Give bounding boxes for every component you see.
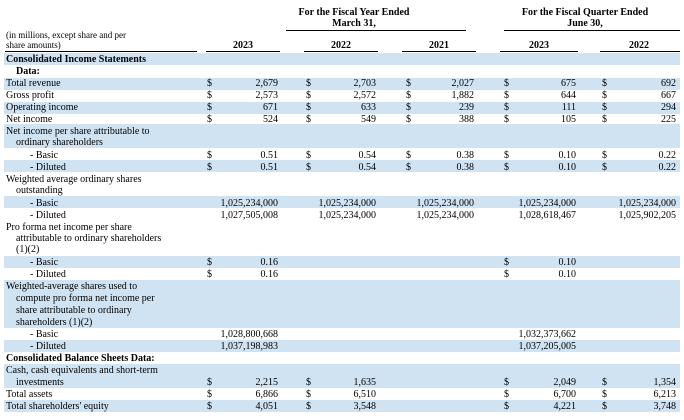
units-rule bbox=[5, 51, 197, 52]
section-heading: Consolidated Income Statements bbox=[6, 54, 146, 65]
currency-sign: $ bbox=[406, 90, 411, 101]
row-label: - Diluted bbox=[30, 210, 66, 221]
row-label: - Basic bbox=[30, 198, 59, 209]
row-label: Pro forma net income per share bbox=[6, 222, 132, 233]
value-cell: 111 bbox=[561, 102, 576, 113]
currency-sign: $ bbox=[306, 114, 311, 125]
value-cell: 6,866 bbox=[255, 389, 278, 400]
currency-sign: $ bbox=[306, 162, 311, 173]
currency-sign: $ bbox=[504, 114, 509, 125]
value-cell: 294 bbox=[661, 102, 676, 113]
year-rule bbox=[402, 51, 476, 52]
currency-sign: $ bbox=[306, 401, 311, 412]
fiscal-quarter-subheader: June 30, bbox=[567, 18, 603, 29]
header-rule bbox=[286, 30, 466, 31]
year-col-2: 2022 bbox=[331, 40, 351, 51]
value-cell: 3,548 bbox=[353, 401, 376, 412]
currency-sign: $ bbox=[207, 257, 212, 268]
value-cell: 1,025,234,000 bbox=[318, 210, 376, 221]
currency-sign: $ bbox=[306, 150, 311, 161]
currency-sign: $ bbox=[504, 269, 509, 280]
currency-sign: $ bbox=[207, 78, 212, 89]
value-cell: 1,027,505,008 bbox=[220, 210, 278, 221]
year-col-4: 2023 bbox=[529, 40, 549, 51]
currency-sign: $ bbox=[207, 102, 212, 113]
row-label: Cash, cash equivalents and short-term bbox=[6, 365, 158, 376]
value-cell: 2,703 bbox=[353, 78, 376, 89]
year-rule bbox=[304, 51, 378, 52]
row-label: shareholders (1)(2) bbox=[16, 317, 93, 328]
value-cell: 549 bbox=[361, 114, 376, 125]
currency-sign: $ bbox=[504, 162, 509, 173]
value-cell: 1,025,234,000 bbox=[518, 198, 576, 209]
row-label: Weighted average ordinary shares bbox=[6, 174, 142, 185]
value-cell: 524 bbox=[263, 114, 278, 125]
value-cell: 0.10 bbox=[558, 257, 576, 268]
currency-sign: $ bbox=[306, 90, 311, 101]
value-cell: 105 bbox=[561, 114, 576, 125]
value-cell: 0.38 bbox=[456, 150, 474, 161]
value-cell: 1,037,198,983 bbox=[220, 341, 278, 352]
value-cell: 0.54 bbox=[358, 150, 376, 161]
value-cell: 667 bbox=[661, 90, 676, 101]
row-label: Total shareholders' equity bbox=[6, 401, 109, 412]
value-cell: 225 bbox=[661, 114, 676, 125]
row-label: attributable to ordinary shareholders bbox=[16, 233, 162, 244]
row-label: Total revenue bbox=[6, 78, 61, 89]
value-cell: 2,027 bbox=[451, 78, 474, 89]
currency-sign: $ bbox=[602, 389, 607, 400]
value-cell: 671 bbox=[263, 102, 278, 113]
value-cell: 6,700 bbox=[553, 389, 576, 400]
row-label: Net income bbox=[6, 114, 53, 125]
currency-sign: $ bbox=[207, 389, 212, 400]
currency-sign: $ bbox=[504, 401, 509, 412]
value-cell: 692 bbox=[661, 78, 676, 89]
header-rule bbox=[504, 30, 680, 31]
value-cell: 0.51 bbox=[260, 150, 278, 161]
fiscal-year-header: For the Fiscal Year Ended bbox=[298, 7, 410, 18]
currency-sign: $ bbox=[602, 114, 607, 125]
section-heading: Consolidated Balance Sheets Data: bbox=[6, 353, 155, 364]
value-cell: 1,025,234,000 bbox=[618, 198, 676, 209]
row-label: (1)(2) bbox=[16, 244, 40, 255]
currency-sign: $ bbox=[602, 401, 607, 412]
currency-sign: $ bbox=[406, 162, 411, 173]
band bbox=[4, 340, 680, 352]
row-label: outstanding bbox=[16, 185, 63, 196]
currency-sign: $ bbox=[504, 150, 509, 161]
row-label: investments bbox=[16, 377, 64, 388]
value-cell: 0.10 bbox=[558, 269, 576, 280]
currency-sign: $ bbox=[602, 102, 607, 113]
value-cell: 4,221 bbox=[553, 401, 576, 412]
currency-sign: $ bbox=[306, 102, 311, 113]
units-note: share amounts) bbox=[6, 40, 61, 50]
row-label: - Basic bbox=[30, 150, 59, 161]
fiscal-year-subheader: March 31, bbox=[332, 18, 376, 29]
units-note: (in millions, except share and per bbox=[6, 30, 126, 40]
value-cell: 1,025,234,000 bbox=[318, 198, 376, 209]
value-cell: 2,679 bbox=[255, 78, 278, 89]
value-cell: 0.51 bbox=[260, 162, 278, 173]
value-cell: 2,215 bbox=[255, 377, 278, 388]
year-col-5: 2022 bbox=[629, 40, 649, 51]
value-cell: 1,025,234,000 bbox=[416, 210, 474, 221]
row-label: Net income per share attributable to bbox=[6, 126, 150, 137]
currency-sign: $ bbox=[602, 78, 607, 89]
row-label: - Diluted bbox=[30, 269, 66, 280]
currency-sign: $ bbox=[207, 269, 212, 280]
value-cell: 1,882 bbox=[451, 90, 474, 101]
currency-sign: $ bbox=[504, 257, 509, 268]
value-cell: 1,028,618,467 bbox=[518, 210, 576, 221]
currency-sign: $ bbox=[406, 114, 411, 125]
row-label: Total assets bbox=[6, 389, 53, 400]
value-cell: 633 bbox=[361, 102, 376, 113]
row-label: - Basic bbox=[30, 257, 59, 268]
value-cell: 0.22 bbox=[658, 150, 676, 161]
value-cell: 0.10 bbox=[558, 162, 576, 173]
value-cell: 2,572 bbox=[353, 90, 376, 101]
currency-sign: $ bbox=[504, 377, 509, 388]
value-cell: 388 bbox=[459, 114, 474, 125]
currency-sign: $ bbox=[207, 162, 212, 173]
currency-sign: $ bbox=[306, 389, 311, 400]
value-cell: 1,354 bbox=[653, 377, 676, 388]
value-cell: 0.16 bbox=[260, 269, 278, 280]
value-cell: 4,051 bbox=[255, 401, 278, 412]
value-cell: 0.22 bbox=[658, 162, 676, 173]
value-cell: 1,028,800,668 bbox=[220, 329, 278, 340]
value-cell: 2,049 bbox=[553, 377, 576, 388]
value-cell: 1,025,902,205 bbox=[618, 210, 676, 221]
year-rule bbox=[600, 51, 680, 52]
value-cell: 6,510 bbox=[353, 389, 376, 400]
currency-sign: $ bbox=[406, 78, 411, 89]
row-label: share attributable to ordinary bbox=[16, 305, 132, 316]
row-label: - Diluted bbox=[30, 341, 66, 352]
currency-sign: $ bbox=[406, 102, 411, 113]
currency-sign: $ bbox=[207, 90, 212, 101]
currency-sign: $ bbox=[602, 150, 607, 161]
section-heading: Data: bbox=[16, 66, 40, 77]
currency-sign: $ bbox=[602, 162, 607, 173]
value-cell: 239 bbox=[459, 102, 474, 113]
value-cell: 0.54 bbox=[358, 162, 376, 173]
value-cell: 0.38 bbox=[456, 162, 474, 173]
currency-sign: $ bbox=[306, 377, 311, 388]
currency-sign: $ bbox=[207, 377, 212, 388]
row-label: Weighted-average shares used to bbox=[6, 281, 138, 292]
currency-sign: $ bbox=[207, 401, 212, 412]
row-label: ordinary shareholders bbox=[16, 137, 103, 148]
value-cell: 0.16 bbox=[260, 257, 278, 268]
value-cell: 1,032,373,662 bbox=[518, 329, 576, 340]
value-cell: 1,635 bbox=[353, 377, 376, 388]
currency-sign: $ bbox=[504, 78, 509, 89]
currency-sign: $ bbox=[207, 150, 212, 161]
row-label: - Diluted bbox=[30, 162, 66, 173]
value-cell: 1,025,234,000 bbox=[220, 198, 278, 209]
currency-sign: $ bbox=[207, 114, 212, 125]
value-cell: 1,025,234,000 bbox=[416, 198, 474, 209]
band bbox=[4, 256, 680, 268]
row-label: Operating income bbox=[6, 102, 78, 113]
currency-sign: $ bbox=[504, 90, 509, 101]
value-cell: 1,037,205,005 bbox=[518, 341, 576, 352]
currency-sign: $ bbox=[504, 102, 509, 113]
year-rule bbox=[500, 51, 578, 52]
value-cell: 2,573 bbox=[255, 90, 278, 101]
currency-sign: $ bbox=[504, 389, 509, 400]
year-col-1: 2023 bbox=[233, 40, 253, 51]
value-cell: 3,748 bbox=[653, 401, 676, 412]
currency-sign: $ bbox=[406, 150, 411, 161]
row-label: - Basic bbox=[30, 329, 59, 340]
year-col-3: 2021 bbox=[429, 40, 449, 51]
value-cell: 6,213 bbox=[653, 389, 676, 400]
currency-sign: $ bbox=[602, 377, 607, 388]
value-cell: 0.10 bbox=[558, 150, 576, 161]
year-rule bbox=[206, 51, 280, 52]
currency-sign: $ bbox=[602, 90, 607, 101]
fiscal-quarter-header: For the Fiscal Quarter Ended bbox=[521, 7, 649, 18]
value-cell: 644 bbox=[561, 90, 576, 101]
row-label: Gross profit bbox=[6, 90, 55, 101]
value-cell: 675 bbox=[561, 78, 576, 89]
row-label: compute pro forma net income per bbox=[16, 293, 155, 304]
currency-sign: $ bbox=[306, 78, 311, 89]
